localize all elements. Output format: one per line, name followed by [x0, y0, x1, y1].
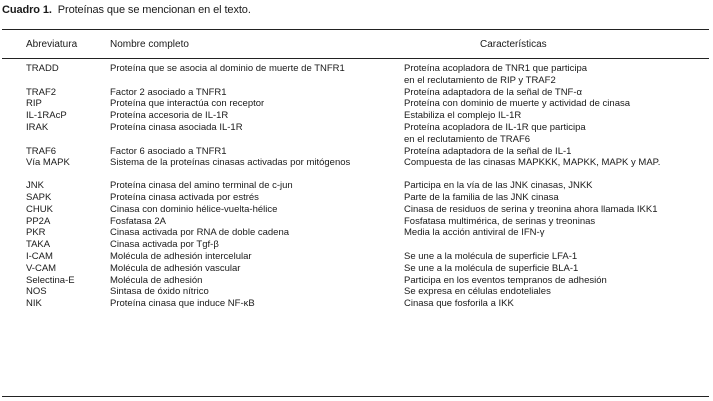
cell-abbreviation: PP2A	[26, 215, 51, 227]
cell-abbreviation: JNK	[26, 180, 44, 192]
cell-characteristics	[404, 146, 710, 158]
cell-abbreviation: V-CAM	[26, 262, 57, 274]
table-row	[26, 146, 710, 158]
cell-abbreviation: NIK	[26, 298, 42, 310]
characteristics-line: en el reclutamiento de TRAF6	[404, 133, 531, 145]
cell-abbreviation: Vía MAPK	[26, 157, 70, 169]
characteristics-line: Proteína acopladora de IL-1R que participa	[404, 121, 586, 133]
table-row	[26, 275, 710, 287]
cell-characteristics	[404, 122, 710, 146]
cell-characteristics	[404, 110, 710, 122]
cell-characteristics	[404, 216, 710, 228]
table-row	[26, 298, 710, 310]
cell-characteristics	[404, 227, 710, 239]
cell-full-name: Sistema de la proteínas cinasas activadas por mitógenos	[110, 157, 351, 169]
cell-abbreviation: SAPK	[26, 191, 52, 203]
bottom-rule	[2, 396, 709, 397]
characteristics-line: Parte de la familia de las JNK cinasa	[404, 191, 559, 203]
characteristics-line: Participa en los eventos tempranos de adhesión	[404, 274, 607, 286]
table-row	[26, 227, 710, 239]
cell-full-name: Factor 6 asociado a TNFR1	[110, 145, 227, 157]
cell-characteristics	[404, 63, 710, 87]
cell-characteristics	[404, 239, 710, 251]
table-row	[26, 204, 710, 216]
cell-abbreviation: I-CAM	[26, 250, 53, 262]
top-rule	[2, 29, 709, 30]
table-row	[26, 286, 710, 298]
cell-abbreviation: IL-1RAcP	[26, 110, 67, 122]
table-row	[26, 63, 710, 87]
cell-characteristics	[404, 286, 710, 298]
cell-abbreviation: RIP	[26, 98, 42, 110]
table-row	[26, 169, 710, 192]
characteristics-line: Proteína adaptadora de la señal de TNF-α	[404, 86, 583, 98]
cell-full-name: Molécula de adhesión intercelular	[110, 250, 252, 262]
table-row	[26, 98, 710, 110]
cell-full-name: Fosfatasa 2A	[110, 215, 166, 227]
table-row	[26, 192, 710, 204]
cell-full-name: Cinasa activada por Tgf-β	[110, 239, 219, 251]
cell-characteristics	[404, 157, 710, 169]
cell-characteristics	[404, 251, 710, 263]
cell-full-name: Proteína cinasa asociada IL-1R	[110, 121, 243, 133]
cell-abbreviation: PKR	[26, 227, 46, 239]
table-row	[26, 122, 710, 146]
characteristics-line: Proteína acopladora de TNR1 que participa	[404, 63, 588, 74]
characteristics-line: Compuesta de las cinasas MAPKKK, MAPKK, MAPK y MAP.	[404, 157, 661, 169]
cell-full-name: Factor 2 asociado a TNFR1	[110, 86, 227, 98]
cell-full-name: Proteína cinasa que induce NF-κB	[110, 298, 255, 310]
header-full-name: Nombre completo	[110, 39, 189, 50]
caption-label: Cuadro 1.	[2, 4, 52, 16]
characteristics-line: Estabiliza el complejo IL-1R	[404, 110, 522, 122]
cell-characteristics	[404, 275, 710, 287]
cell-full-name: Proteína accesoria de IL-1R	[110, 110, 229, 122]
table-row	[26, 110, 710, 122]
characteristics-line: Proteína adaptadora de la señal de IL-1	[404, 145, 572, 157]
characteristics-line: Fosfatasa multimérica, de serinas y treoninas	[404, 215, 596, 227]
cell-abbreviation: CHUK	[26, 203, 53, 215]
table-row	[26, 263, 710, 275]
cell-full-name: Molécula de adhesión	[110, 274, 203, 286]
table-row	[26, 239, 710, 251]
table-row	[26, 216, 710, 228]
cell-full-name: Sintasa de óxido nítrico	[110, 286, 209, 298]
characteristics-line: en el reclutamiento de RIP y TRAF2	[404, 74, 556, 86]
table-row	[26, 251, 710, 263]
cell-full-name: Proteína que interactúa con receptor	[110, 98, 265, 110]
characteristics-line: Proteína con dominio de muerte y actividad de cinasa	[404, 98, 631, 110]
cell-full-name: Proteína que se asocia al dominio de muerte de TNFR1	[110, 63, 345, 74]
characteristics-line: Media la acción antiviral de IFN-γ	[404, 227, 545, 239]
cell-characteristics	[404, 298, 710, 310]
cell-full-name: Proteína cinasa del amino terminal de c-jun	[110, 180, 293, 192]
characteristics-line: Cinasa de residuos de serina y treonina ahora llamada IKK1	[404, 203, 658, 215]
cell-characteristics	[404, 87, 710, 99]
cell-abbreviation: NOS	[26, 286, 47, 298]
cell-characteristics	[404, 263, 710, 275]
characteristics-line	[404, 239, 710, 251]
protein-table-body	[26, 63, 710, 310]
header-abbreviation: Abreviatura	[26, 39, 78, 50]
cell-abbreviation: TRAF2	[26, 86, 57, 98]
characteristics-line: Se une a la molécula de superficie BLA-1	[404, 262, 579, 274]
cell-abbreviation: TRADD	[26, 63, 59, 74]
table-row	[26, 157, 710, 169]
table-caption	[2, 4, 251, 16]
caption-text: Proteínas que se mencionan en el texto.	[57, 4, 251, 16]
characteristics-line: Se expresa en células endoteliales	[404, 286, 551, 298]
characteristics-line: Participa en la vía de las JNK cinasas, JNKK	[404, 180, 593, 192]
cell-full-name: Proteína cinasa activada por estrés	[110, 191, 259, 203]
cell-full-name: Molécula de adhesión vascular	[110, 262, 241, 274]
characteristics-line: Se une a la molécula de superficie LFA-1	[404, 250, 578, 262]
header-characteristics: Características	[480, 39, 547, 50]
cell-characteristics	[404, 169, 710, 192]
cell-full-name: Cinasa activada por RNA de doble cadena	[110, 227, 290, 239]
protein-table	[26, 63, 710, 310]
header-rule	[2, 58, 709, 59]
cell-full-name: Cinasa con dominio hélice-vuelta-hélice	[110, 203, 278, 215]
cell-abbreviation: TAKA	[26, 239, 51, 251]
cell-characteristics	[404, 192, 710, 204]
cell-abbreviation: Selectina-E	[26, 274, 75, 286]
cell-abbreviation: IRAK	[26, 121, 49, 133]
cell-abbreviation: TRAF6	[26, 145, 57, 157]
cell-characteristics	[404, 204, 710, 216]
table-row	[26, 87, 710, 99]
cell-characteristics	[404, 98, 710, 110]
characteristics-line: Cinasa que fosforila a IKK	[404, 298, 514, 310]
